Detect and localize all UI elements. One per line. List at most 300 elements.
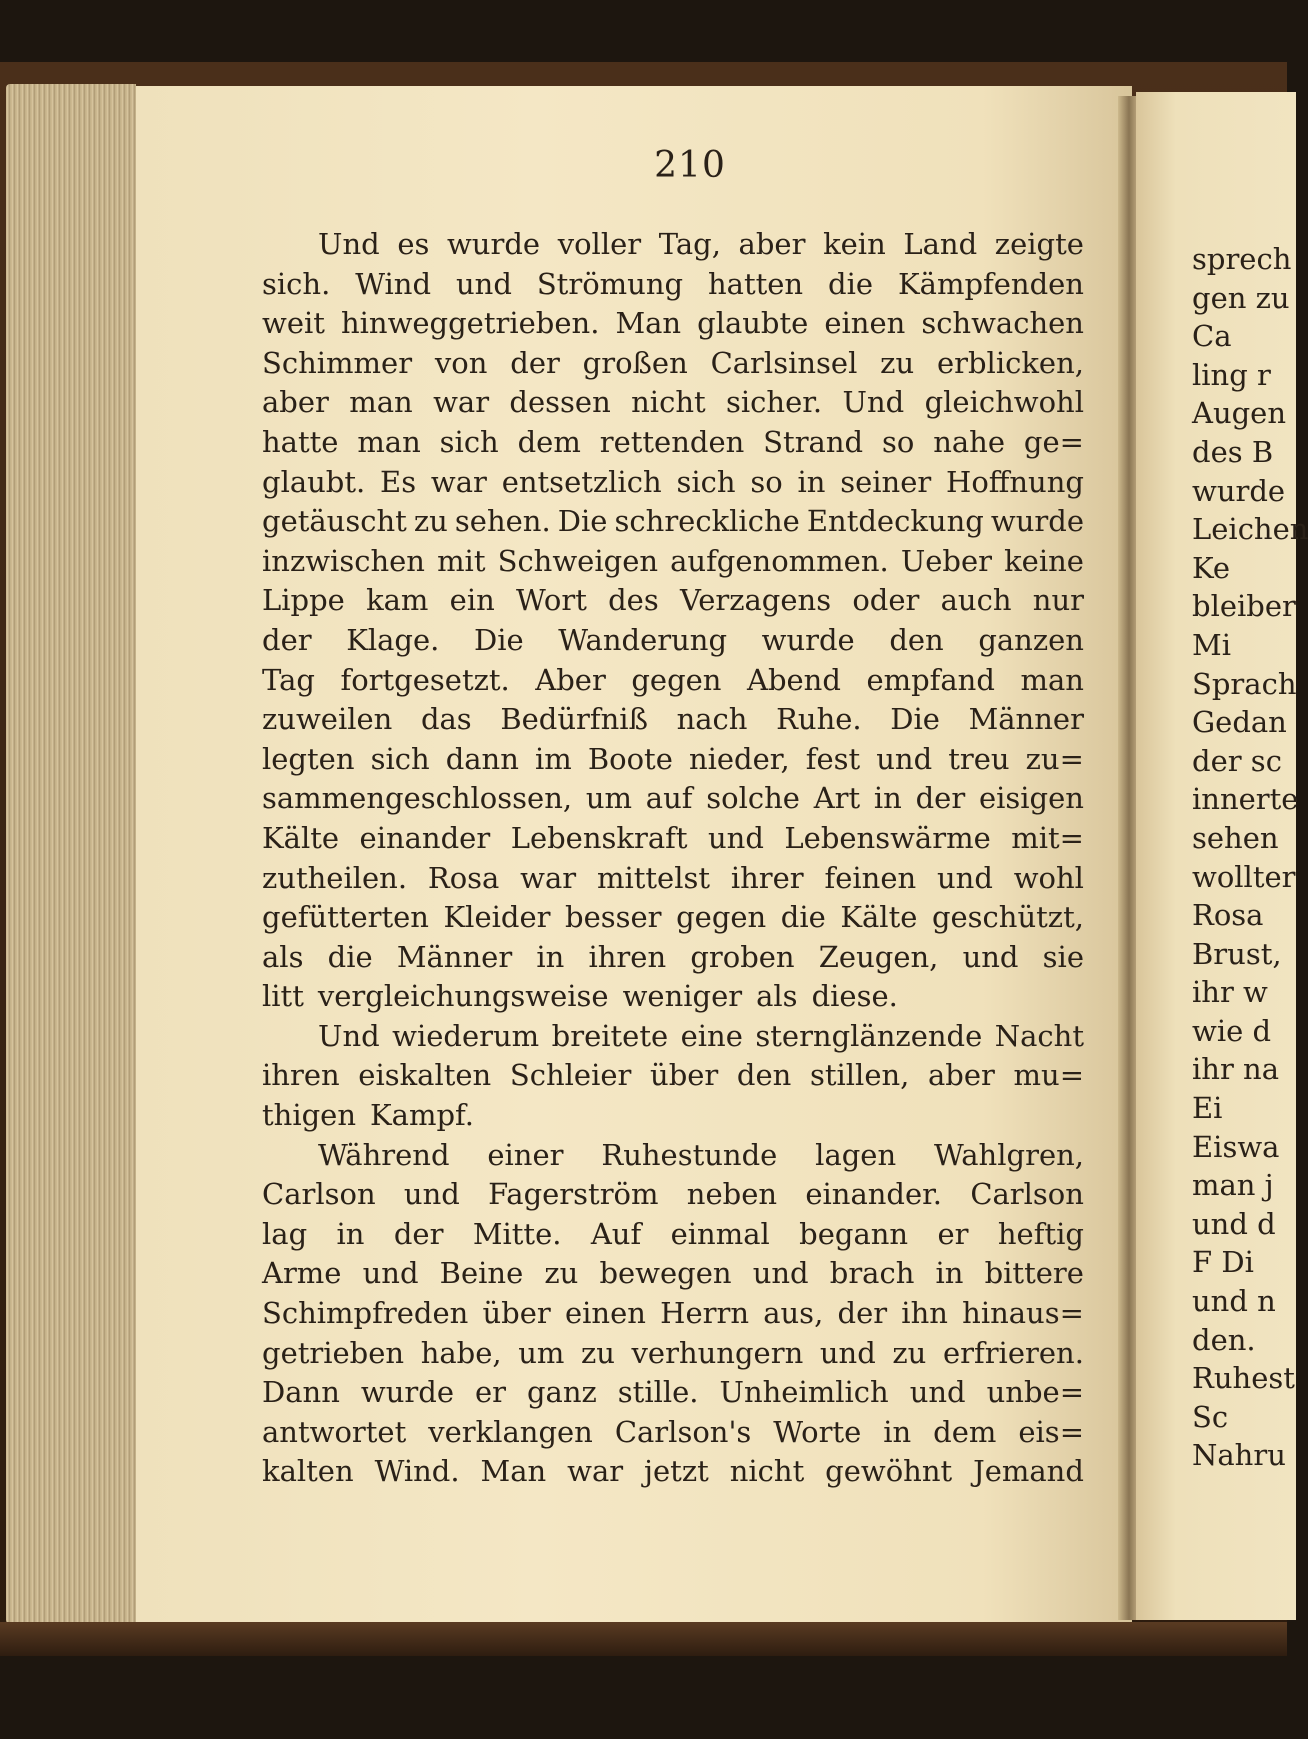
- word: auch: [940, 583, 1012, 618]
- word: den: [736, 1058, 792, 1093]
- text-line: [262, 1334, 1084, 1374]
- word: Aber: [535, 662, 606, 697]
- word: und: [819, 1335, 876, 1370]
- word: in: [797, 464, 826, 499]
- word: so: [881, 424, 915, 459]
- word: Ruhe.: [776, 702, 862, 737]
- word: vergleichungsweise: [317, 979, 609, 1014]
- word: zu=: [1025, 741, 1084, 776]
- word: jetzt: [644, 1454, 709, 1489]
- word: Dann: [262, 1375, 340, 1410]
- page-edges: [6, 84, 136, 1624]
- word: unbe=: [986, 1375, 1084, 1410]
- word: Jemand: [973, 1454, 1084, 1489]
- word: aber: [928, 1058, 995, 1093]
- word: es: [397, 227, 430, 261]
- fragment-line: Nahru: [1192, 1438, 1286, 1473]
- word: voller: [557, 227, 642, 261]
- word: keine: [1004, 543, 1084, 578]
- text-line: [262, 344, 1084, 384]
- word: breitete: [551, 1018, 669, 1053]
- word: gleichwohl: [924, 385, 1084, 420]
- text-line: [262, 463, 1084, 503]
- fragment-line: Eiswa: [1192, 1129, 1280, 1164]
- word: er: [474, 1375, 506, 1410]
- word: Schleier: [509, 1058, 632, 1093]
- word: kein: [823, 227, 886, 261]
- word: Kampf.: [370, 1098, 474, 1133]
- word: den: [889, 622, 944, 657]
- text-line: [262, 1413, 1084, 1453]
- word: Carlsinsel: [710, 345, 858, 380]
- word: Schimpfreden: [262, 1296, 469, 1331]
- word: sich: [676, 464, 736, 499]
- word: sich: [370, 741, 430, 776]
- fragment-line: gen zu: [1192, 280, 1290, 315]
- word: inzwischen: [262, 543, 425, 578]
- fragment-line: man j: [1192, 1168, 1274, 1203]
- word: Und: [842, 385, 905, 420]
- word: Klage.: [346, 622, 440, 657]
- word: treu: [948, 741, 1010, 776]
- text-line: [262, 1452, 1084, 1492]
- word: die: [327, 939, 373, 974]
- text-line: [262, 740, 1084, 780]
- word: Strand: [763, 424, 864, 459]
- word: in: [336, 1216, 365, 1251]
- fragment-line: ihr na: [1192, 1052, 1279, 1087]
- fragment-line: wollter: [1192, 859, 1296, 894]
- word: stillen,: [809, 1058, 910, 1093]
- text-line: [262, 304, 1084, 344]
- word: ganz: [526, 1375, 597, 1410]
- word: nieder,: [688, 741, 790, 776]
- text-line: [262, 1294, 1084, 1334]
- word: dessen: [509, 385, 611, 420]
- word: stille.: [617, 1375, 699, 1410]
- word: getrieben: [262, 1335, 405, 1370]
- word: und: [909, 1375, 966, 1410]
- word: seiner: [840, 464, 932, 499]
- word: Lebenskraft: [510, 820, 688, 855]
- word: Boote: [587, 741, 673, 776]
- word: oder: [852, 583, 920, 618]
- word: legten: [262, 741, 355, 776]
- word: Mitte.: [472, 1216, 562, 1251]
- word: schwachen: [921, 306, 1084, 341]
- word: Unheimlich: [719, 1375, 889, 1410]
- word: Lippe: [262, 583, 345, 618]
- word: war: [433, 385, 490, 420]
- word: das: [420, 702, 472, 737]
- text-line: [262, 621, 1084, 661]
- text-line: [262, 1056, 1084, 1096]
- word: und: [936, 860, 993, 895]
- word: Tag,: [658, 227, 721, 261]
- word: sie: [1042, 939, 1084, 974]
- word: in: [883, 1414, 912, 1449]
- text-line: [262, 1096, 1084, 1136]
- text-line: [262, 898, 1084, 938]
- word: Rosa: [427, 860, 500, 895]
- word: Arme: [262, 1256, 342, 1291]
- word: diese.: [811, 979, 898, 1014]
- word: einmal: [670, 1216, 770, 1251]
- word: und: [362, 1256, 419, 1291]
- word: Kämpfenden: [897, 266, 1084, 301]
- text-line: [262, 859, 1084, 899]
- word: Und: [318, 1018, 380, 1053]
- word: Die: [890, 702, 940, 737]
- word: Worte: [773, 1414, 862, 1449]
- word: aber: [262, 385, 329, 420]
- word: Männer: [968, 702, 1084, 737]
- word: dann: [445, 741, 519, 776]
- word: der: [262, 622, 312, 657]
- word: wurde: [990, 504, 1084, 539]
- word: erfrieren.: [942, 1335, 1084, 1370]
- page-number: 210: [654, 145, 726, 186]
- word: glaubt.: [262, 464, 366, 499]
- word: Die: [473, 622, 524, 657]
- fragment-line: bleiber: [1192, 589, 1296, 624]
- word: gewöhnt: [825, 1454, 953, 1489]
- word: Während: [318, 1137, 450, 1172]
- word: aufgenommen.: [670, 543, 889, 578]
- word: schreckliche: [614, 504, 800, 539]
- word: nicht: [729, 1454, 805, 1489]
- word: als: [262, 939, 304, 974]
- word: sicher.: [726, 385, 823, 420]
- word: Wind: [355, 266, 432, 301]
- text-line: [262, 1215, 1084, 1255]
- fragment-line: sehen: [1192, 820, 1279, 855]
- word: einen: [824, 306, 906, 341]
- word: Und: [318, 227, 380, 261]
- word: zu: [892, 1335, 927, 1370]
- word: war: [430, 464, 487, 499]
- word: zu: [880, 345, 915, 380]
- word: Wahlgren,: [933, 1137, 1084, 1172]
- fragment-line: innerte: [1192, 782, 1299, 817]
- word: einen: [564, 1296, 646, 1331]
- word: neben: [686, 1177, 778, 1212]
- word: erblicken,: [936, 345, 1084, 380]
- word: wiederum: [392, 1018, 540, 1053]
- word: großen: [582, 345, 688, 380]
- word: Ruhestunde: [601, 1137, 778, 1172]
- left-page-text: [262, 225, 1084, 1492]
- word: Lebenswärme: [784, 820, 991, 855]
- word: weniger: [622, 979, 743, 1014]
- word: um: [585, 781, 633, 816]
- word: feinen: [824, 860, 917, 895]
- text-line: [262, 542, 1084, 582]
- word: antwortet: [262, 1414, 407, 1449]
- fragment-line: Ei: [1192, 1091, 1223, 1126]
- word: nahe: [933, 424, 1005, 459]
- word: thigen: [262, 1098, 357, 1133]
- word: zeigte: [994, 227, 1084, 261]
- text-line: [262, 661, 1084, 701]
- word: über: [482, 1296, 551, 1331]
- word: lagen: [815, 1137, 897, 1172]
- fragment-line: der sc: [1192, 743, 1282, 778]
- word: Entdeckung: [806, 504, 984, 539]
- text-line: [262, 423, 1084, 463]
- word: Art: [813, 781, 861, 816]
- word: in: [536, 939, 565, 974]
- word: wurde: [446, 227, 541, 261]
- fragment-line: Brust,: [1192, 936, 1282, 971]
- word: zuweilen: [262, 702, 393, 737]
- word: und: [962, 939, 1019, 974]
- text-line: [262, 819, 1084, 859]
- word: ge=: [1023, 424, 1084, 459]
- word: ganzen: [978, 622, 1084, 657]
- word: Auf: [590, 1216, 642, 1251]
- word: gegen: [631, 662, 722, 697]
- word: kam: [366, 583, 429, 618]
- word: von: [434, 345, 488, 380]
- word: Kleider: [443, 900, 551, 935]
- word: gefütterten: [262, 900, 429, 935]
- word: Bedürfniß: [500, 702, 648, 737]
- word: Man: [615, 306, 682, 341]
- fragment-line: sprech: [1192, 242, 1292, 276]
- word: Es: [380, 464, 417, 499]
- word: verklangen: [428, 1414, 593, 1449]
- word: sehen.: [454, 504, 551, 539]
- word: zu: [413, 504, 448, 539]
- word: so: [750, 464, 783, 499]
- word: aus,: [763, 1296, 824, 1331]
- word: groben: [690, 939, 795, 974]
- word: in: [935, 1256, 964, 1291]
- word: litt: [262, 979, 304, 1014]
- word: sammengeschlossen,: [262, 781, 573, 816]
- word: sich.: [262, 266, 331, 301]
- word: Wort: [516, 583, 587, 618]
- fragment-line: Mi: [1192, 627, 1231, 662]
- word: entsetzlich: [501, 464, 662, 499]
- fragment-line: ling r: [1192, 357, 1271, 392]
- word: hatten: [708, 266, 804, 301]
- word: der: [915, 781, 966, 816]
- word: empfand: [866, 662, 995, 697]
- word: verhungern: [631, 1335, 804, 1370]
- word: ihrer: [730, 860, 804, 895]
- word: Schimmer: [262, 345, 413, 380]
- fragment-line: und d: [1192, 1206, 1276, 1241]
- word: sich: [439, 424, 499, 459]
- word: dem: [517, 424, 581, 459]
- fragment-line: des B: [1192, 434, 1274, 469]
- word: zu: [580, 1335, 615, 1370]
- word: begann: [799, 1216, 909, 1251]
- fragment-line: Ca: [1192, 319, 1232, 354]
- word: Wanderung: [558, 622, 728, 657]
- word: über: [650, 1058, 719, 1093]
- fragment-line: wie d: [1192, 1013, 1272, 1048]
- word: Herrn: [660, 1296, 750, 1331]
- text-line: [262, 265, 1084, 305]
- word: ihren: [588, 939, 667, 974]
- word: Zeugen,: [818, 939, 939, 974]
- word: mu=: [1013, 1058, 1084, 1093]
- word: weit: [262, 306, 325, 341]
- word: Carlson: [970, 1177, 1084, 1212]
- word: Carlson: [262, 1177, 376, 1212]
- word: Die: [557, 504, 608, 539]
- word: Wind.: [374, 1454, 460, 1489]
- fragment-line: Ruhest: [1192, 1361, 1295, 1396]
- word: nach: [676, 702, 748, 737]
- fragment-line: Sprach: [1192, 666, 1297, 701]
- word: ein: [449, 583, 495, 618]
- word: getäuscht: [262, 504, 407, 539]
- word: bewegen: [599, 1256, 732, 1291]
- word: die: [780, 900, 826, 935]
- word: war: [520, 860, 577, 895]
- word: glaubte: [697, 306, 809, 341]
- word: ihn: [901, 1296, 948, 1331]
- word: einander.: [805, 1177, 943, 1212]
- word: bittere: [984, 1256, 1084, 1291]
- word: kalten: [262, 1454, 354, 1489]
- word: heftig: [997, 1216, 1084, 1251]
- word: einander: [359, 820, 491, 855]
- word: und: [752, 1256, 809, 1291]
- word: und: [876, 741, 933, 776]
- book-bottom-edge: [0, 1622, 1287, 1656]
- word: eisigen: [978, 781, 1084, 816]
- word: die: [828, 266, 874, 301]
- word: Man: [480, 1454, 547, 1489]
- word: hinweggetrieben.: [340, 306, 600, 341]
- word: nur: [1032, 583, 1084, 618]
- text-line: [262, 1254, 1084, 1294]
- word: eiskalten: [358, 1058, 492, 1093]
- word: war: [567, 1454, 624, 1489]
- word: nicht: [631, 385, 706, 420]
- fragment-line: ihr w: [1192, 975, 1268, 1010]
- word: der: [837, 1296, 888, 1331]
- fragment-line: Sc: [1192, 1399, 1229, 1434]
- word: Fagerström: [488, 1177, 659, 1212]
- word: Kälte: [262, 820, 340, 855]
- word: einer: [487, 1137, 564, 1172]
- fragment-line: F Di: [1192, 1245, 1254, 1280]
- word: eine: [680, 1018, 743, 1053]
- word: fortgesetzt.: [340, 662, 510, 697]
- word: im: [534, 741, 572, 776]
- word: Beine: [439, 1256, 524, 1291]
- right-page-text-fragment: [1192, 240, 1308, 1475]
- word: Schweigen: [497, 543, 659, 578]
- fragment-line: wurde: [1192, 473, 1286, 508]
- fragment-line: Gedan: [1192, 705, 1287, 740]
- word: sternglänzende: [755, 1018, 983, 1053]
- word: als: [756, 979, 798, 1014]
- word: besser: [565, 900, 662, 935]
- word: Nacht: [994, 1018, 1084, 1053]
- text-line: [262, 977, 1084, 1017]
- word: und: [708, 820, 764, 855]
- word: fest: [805, 741, 861, 776]
- word: zu: [544, 1256, 579, 1291]
- word: habe,: [420, 1335, 502, 1370]
- word: Abend: [747, 662, 841, 697]
- word: hinaus=: [962, 1296, 1084, 1331]
- word: Land: [903, 227, 978, 261]
- word: mit=: [1011, 820, 1084, 855]
- word: lag: [262, 1216, 308, 1251]
- text-line: [262, 581, 1084, 621]
- word: man: [1020, 662, 1084, 697]
- word: geschützt,: [931, 900, 1084, 935]
- text-line: [262, 1373, 1084, 1413]
- word: man: [349, 385, 413, 420]
- text-line: [262, 502, 1084, 542]
- text-line: [262, 1017, 1084, 1057]
- word: solche: [706, 781, 800, 816]
- fragment-line: Ke: [1192, 550, 1231, 585]
- word: hatte: [262, 424, 339, 459]
- word: rettenden: [599, 424, 745, 459]
- word: Carlson's: [614, 1414, 752, 1449]
- word: wurde: [761, 622, 855, 657]
- text-line: [262, 779, 1084, 819]
- word: um: [518, 1335, 565, 1370]
- word: er: [937, 1216, 969, 1251]
- text-line: [262, 938, 1084, 978]
- text-line: [262, 1136, 1084, 1176]
- word: und: [403, 1177, 460, 1212]
- word: gegen: [676, 900, 767, 935]
- fragment-line: Leichen: [1192, 512, 1308, 547]
- fragment-line: und n: [1192, 1284, 1276, 1319]
- text-line: [262, 383, 1084, 423]
- word: Männer: [396, 939, 513, 974]
- word: aber: [738, 227, 806, 261]
- fragment-line: Rosa: [1192, 898, 1264, 933]
- word: Hoffnung: [946, 464, 1084, 499]
- word: wurde: [360, 1375, 454, 1410]
- word: Tag: [262, 662, 315, 697]
- word: des: [608, 583, 659, 618]
- word: ihren: [262, 1058, 340, 1093]
- word: man: [357, 424, 421, 459]
- word: Kälte: [840, 900, 918, 935]
- fragment-line: Augen: [1192, 396, 1287, 431]
- word: Strömung: [536, 266, 684, 301]
- word: der: [393, 1216, 444, 1251]
- word: mittelst: [596, 860, 711, 895]
- text-line: [262, 225, 1084, 265]
- word: zutheilen.: [262, 860, 408, 895]
- word: wohl: [1013, 860, 1084, 895]
- word: dem: [933, 1414, 997, 1449]
- word: und: [455, 266, 512, 301]
- word: eis=: [1018, 1414, 1084, 1449]
- word: in: [873, 781, 902, 816]
- fragment-line: den.: [1192, 1322, 1256, 1357]
- text-line: [262, 700, 1084, 740]
- word: Verzagens: [679, 583, 832, 618]
- word: auf: [645, 781, 693, 816]
- text-line: [262, 1175, 1084, 1215]
